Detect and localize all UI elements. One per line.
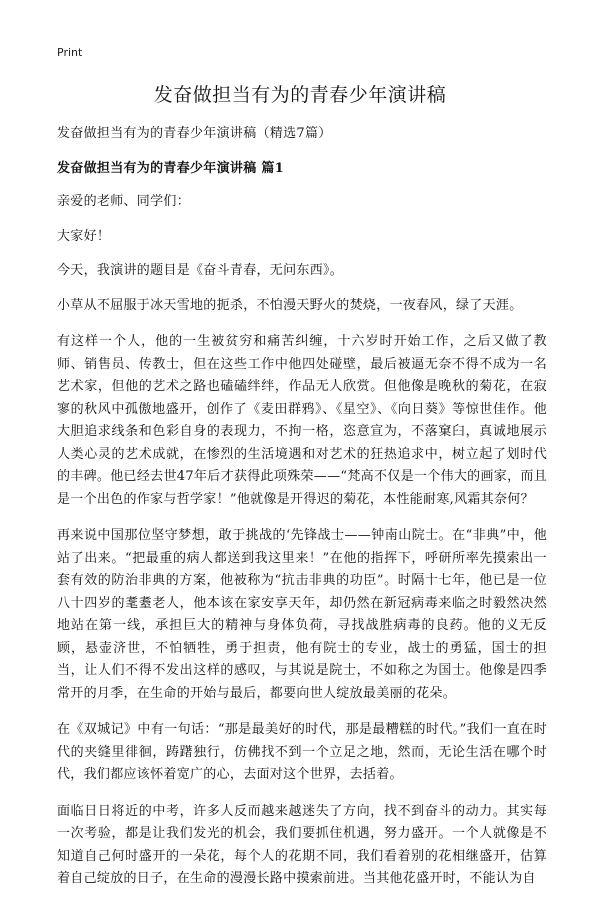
print-link[interactable]: Print <box>57 46 83 59</box>
hello-paragraph: 大家好！ <box>57 228 111 244</box>
topic-paragraph: 今天，我演讲的题目是《奋斗青春，无问东西》。 <box>57 263 344 278</box>
grass-paragraph: 小草从不屈服于冰天雪地的扼杀，不怕漫天野火的焚烧，一夜春风，绿了天涯。 <box>57 297 523 313</box>
page-title: 发奋做担当有为的青春少年演讲稿 <box>153 84 447 106</box>
tale-of-two-cities-paragraph: 在《双城记》中有一句话：“那是最美好的时代，那是最糟糕的时代。”我们一直在时代的夹缝里徘徊，踌躇独行，仿佛找不到一个立足之地，然而，无论生活在哪个时代，我们都应该怀着宽广的心，去面对这个世界，去括着。 <box>57 722 547 782</box>
subtitle-paragraph: 发奋做担当有为的青春少年演讲稿（精选7篇） <box>57 126 332 141</box>
greeting-paragraph: 亲爱的老师、同学们： <box>57 194 191 209</box>
van-gogh-paragraph: 有这样一个人，他的一生被贫穷和痛苦纠缠，十六岁时开始工作，之后又做了教师、销售员、传教士，但在这些工作中他四处碰壁，最后被逼无奈不得不成为一名艺术家，但他的艺术之路也磕磕绊绊，作品无人欣赏。但他像是晚秋的菊花，在寂寥的秋风中孤傲地盛开，创作了《麦田群鸦》、《星空》、《向日葵》等惊世佳作。他大胆追求线条和色彩自身的表现力，不拘一格，恣意宣为，不落窠臼，真诚地展示人类心灵的艺术成就，在惨烈的生活境遇和对艺术的狂热追求中，树立起了划时代的丰碑。他已经去世47年后才获得此项殊荣——“梵高不仅是一个伟大的画家，而且是一个出色的作家与哲学家！”他就像是开得迟的菊花，本性能耐寒,风霜其奈何？ <box>57 334 547 507</box>
zhong-nanshan-paragraph: 再来说中国那位坚守梦想，敢于挑战的‘先锋战士——钟南山院士。在“非典”中，他站了出来。“把最重的病人都送到我这里来！”在他的指挥下，呼研所率先摸索出一套有效的防治非典的方案，他被称为“抗击非典的功臣”。时隔十七年，他已是一位八十四岁的耄耋老人，他本该在家安享天年，却仍然在新冠病毒来临之时毅然决然地站在第一线，承担巨大的精神与身体负荷，寻找战胜病毒的良药。他的义无反顾，悬壶济世，不怕牺牲，勇于担责，他有院士的专业，战士的勇猛，国士的担当，让人们不得不发出这样的感叹，与其说是院士，不如称之为国士。他像是四季常开的月季，在生命的开始与最后，都要向世人绽放最美丽的花朵。 <box>57 528 547 701</box>
document-body <box>57 123 547 905</box>
exam-paragraph: 面临日日将近的中考，许多人反而越来越迷失了方向，找不到奋斗的动力。其实每一次考验，都是让我们发光的机会，我们要抓住机遇，努力盛开。一个人就像是不知道自己何时盛开的一朵花，每个人的花期不同，我们看着别的花相继盛开，估算着自己绽放的日子，在生命的漫漫长路中摸索前进。当其他花盛开时，不能认为自 <box>57 803 547 886</box>
section-heading: 发奋做担当有为的青春少年演讲稿 篇1 <box>57 160 284 176</box>
